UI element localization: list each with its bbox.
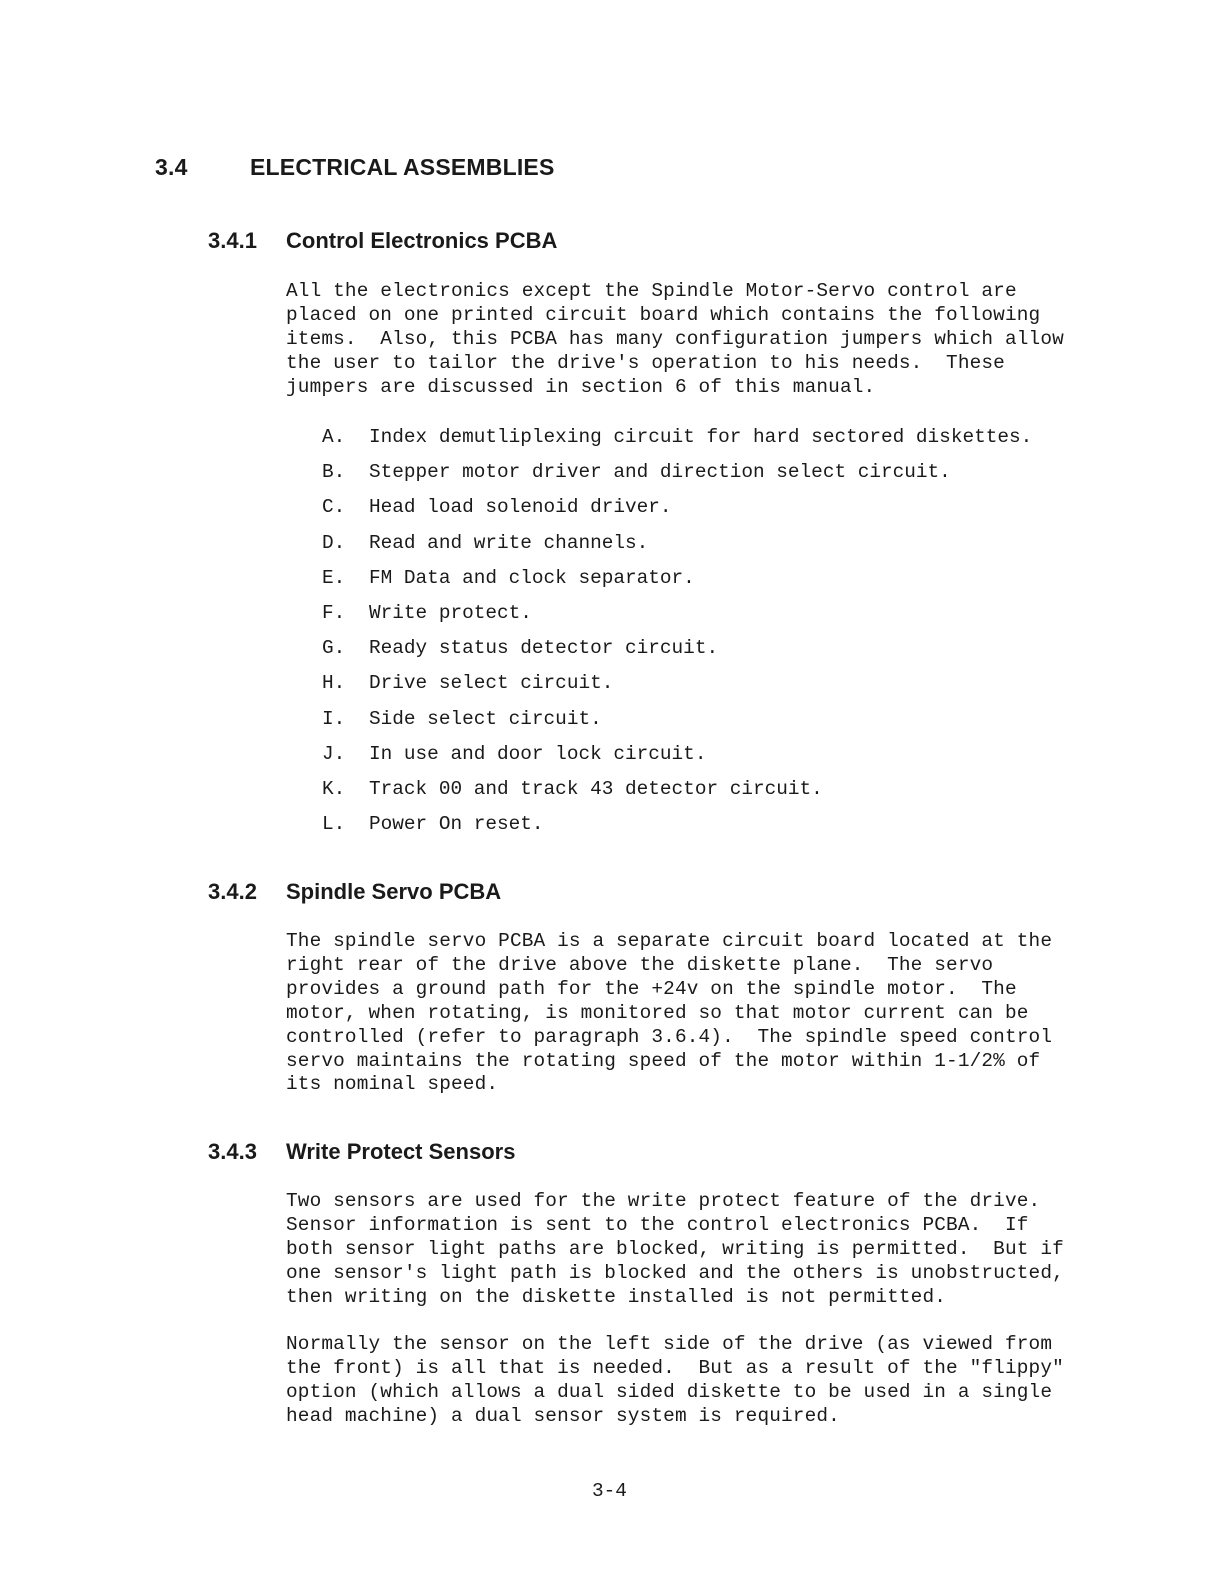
list-item-letter: B. — [322, 461, 346, 484]
list-item-letter: C. — [322, 496, 346, 519]
section-number: 3.4 — [155, 154, 188, 180]
spindle-servo-paragraph: The spindle servo PCBA is a separate circuit board located at the right rear of the drive above the diskette plane. The servo provides a ground path for the +24v on the spindle motor. The motor, when rotating, is monitored so that motor current can be controlled (refer to paragraph 3.6.4). The spindle speed control servo maintains the rotating speed of the motor within 1-1/2% of its nominal speed. — [286, 930, 1053, 1096]
list-item-letter: E. — [322, 566, 346, 589]
list-item-letter: F. — [322, 601, 346, 624]
list-item-text: Track 00 and track 43 detector circuit. — [369, 777, 823, 800]
list-item — [322, 634, 1032, 669]
list-item-letter: I. — [322, 707, 346, 730]
list-item — [322, 564, 1032, 599]
list-item-text: Read and write channels. — [369, 531, 649, 554]
list-item — [322, 705, 1032, 740]
subsection-number: 3.4.1 — [208, 228, 257, 253]
list-item-text: In use and door lock circuit. — [369, 742, 707, 765]
list-item-letter: G. — [322, 637, 346, 660]
list-item-text: Write protect. — [369, 601, 532, 624]
list-item-text: Power On reset. — [369, 813, 544, 836]
list-item-text: Head load solenoid driver. — [369, 496, 672, 519]
page-number: 3-4 — [592, 1480, 627, 1502]
subsection-heading-3-4-3 — [208, 1139, 515, 1165]
list-item — [322, 669, 1032, 704]
section-heading — [155, 154, 555, 181]
list-item-text: Index demutliplexing circuit for hard sectored diskettes. — [369, 426, 1033, 448]
subsection-title: Control Electronics PCBA — [286, 228, 558, 253]
list-item-letter: K. — [322, 777, 346, 800]
list-item — [322, 775, 1032, 810]
list-item-text: Drive select circuit. — [369, 672, 614, 695]
subsection-number: 3.4.2 — [208, 879, 257, 904]
section-title: ELECTRICAL ASSEMBLIES — [250, 154, 555, 180]
list-item-letter: L. — [322, 813, 346, 836]
list-item — [322, 810, 1032, 845]
list-item-text: Ready status detector circuit. — [369, 637, 719, 660]
list-item-text: Stepper motor driver and direction select circuit. — [369, 461, 951, 484]
component-list — [322, 423, 1032, 845]
list-item — [322, 529, 1032, 564]
list-item — [322, 458, 1032, 493]
subsection-number: 3.4.3 — [208, 1139, 257, 1164]
write-protect-paragraph-1: Two sensors are used for the write protect feature of the drive. Sensor information is sent to the control electronics PCBA. If both sensor light paths are blocked, writing is permitted. But if one sensor's light path is blocked and the others is unobstructed, then writing on the diskette installed is not permitted. — [286, 1190, 1064, 1308]
list-item — [322, 493, 1032, 528]
list-item-letter: A. — [322, 426, 346, 448]
list-item-letter: D. — [322, 531, 346, 554]
list-item-text: Side select circuit. — [369, 707, 602, 730]
subsection-heading-3-4-1 — [208, 228, 557, 254]
list-item-letter: H. — [322, 672, 346, 695]
list-item — [322, 423, 1032, 458]
list-item — [322, 599, 1032, 634]
subsection-title: Spindle Servo PCBA — [286, 879, 502, 904]
write-protect-paragraph-2: Normally the sensor on the left side of the drive (as viewed from the front) is all that is needed. But as a result of the "flippy" option (which allows a dual sided diskette to be used in a single head machine) a dual sensor system is required. — [286, 1333, 1064, 1427]
list-item-text: FM Data and clock separator. — [369, 566, 695, 589]
list-item-letter: J. — [322, 742, 346, 765]
subsection-title: Write Protect Sensors — [286, 1139, 516, 1164]
subsection-heading-3-4-2 — [208, 879, 501, 905]
list-item — [322, 740, 1032, 775]
control-electronics-paragraph: All the electronics except the Spindle Motor-Servo control are placed on one printed circuit board which contains the following items. Also, this PCBA has many configuration jumpers which allow the user to tailor the drive's operation to his needs. These jumpers are discussed in section 6 of this manual. — [286, 280, 1064, 398]
